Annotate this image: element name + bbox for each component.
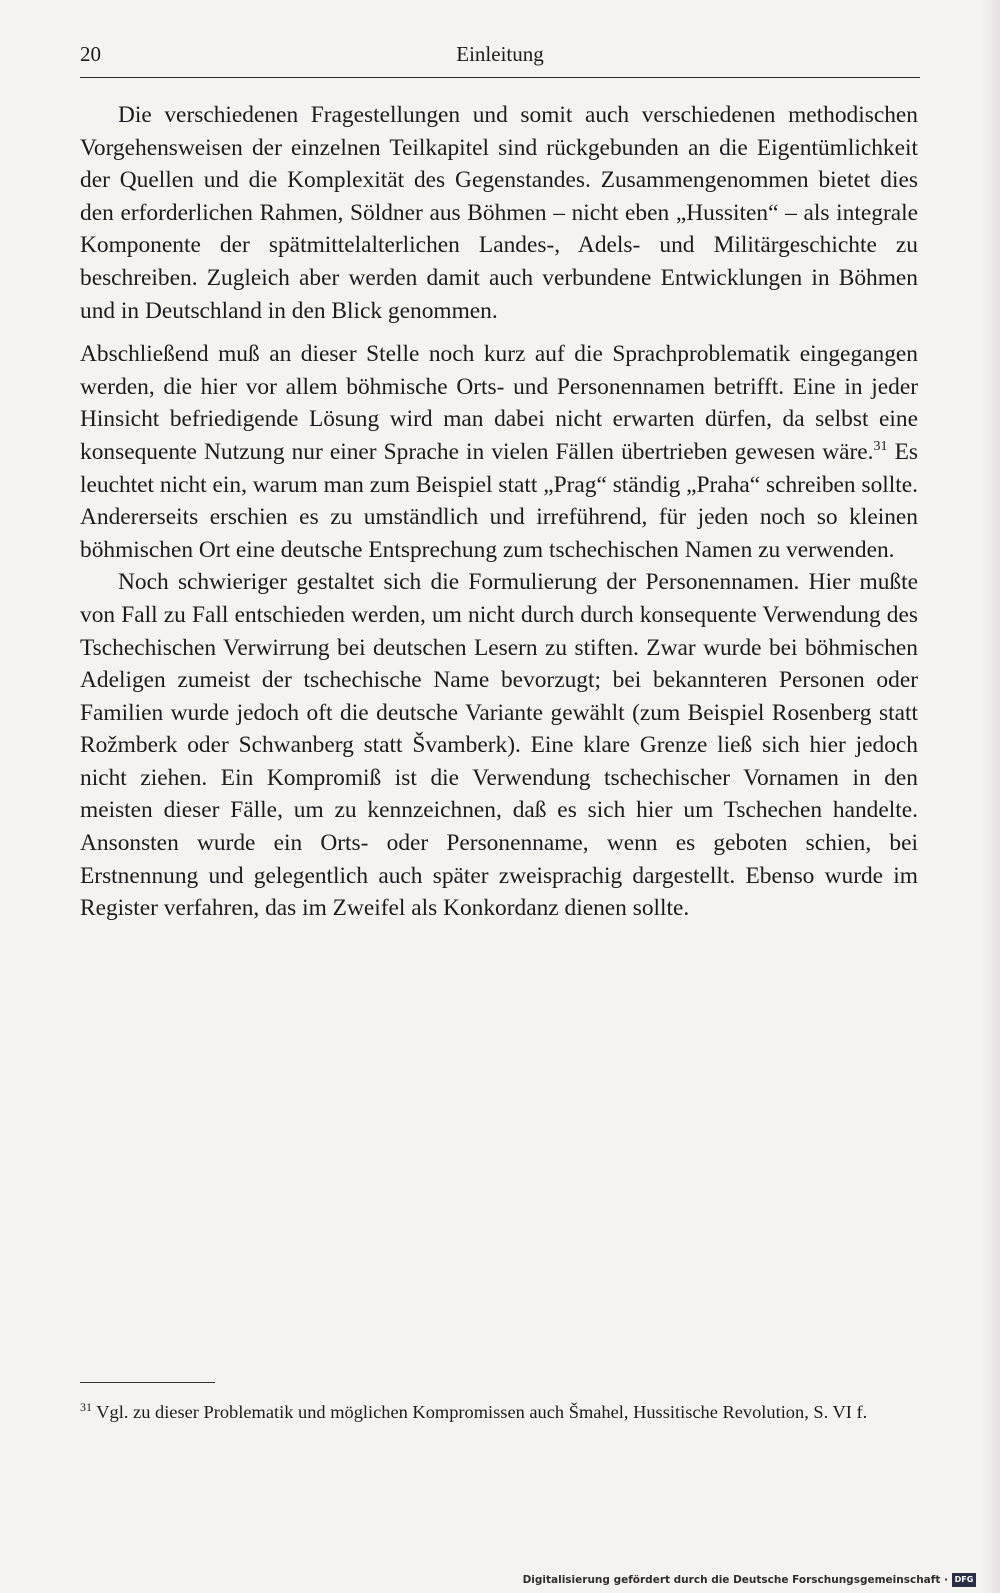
main-text — [80, 99, 918, 925]
footnote — [80, 1398, 918, 1426]
footnote-reference[interactable]: 31 — [873, 439, 888, 455]
digitization-credit: Digitalisierung gefördert durch die Deutsche Forschungsgemeinschaft · — [522, 1574, 948, 1586]
paragraph-3: Noch schwieriger gestaltet sich die Formulierung der Personennamen. Hier mußte von Fall zu Fall entschieden werden, um nicht durch durch konsequente Verwendung des Tschechischen Verwirrung bei deutschen Lesern zu stiften. Zwar wurde bei böhmischen Adeligen zumeist der tschechische Name bevorzugt; bei bekannteren Personen oder Familien wurde jedoch oft die deutsche Variante gewählt (zum Beispiel Rosenberg statt Rožmberk oder Schwanberg statt Švamberk). Eine klare Grenze ließ sich hier jedoch nicht ziehen. Ein Kompromiß ist die Verwendung tschechischer Vornamen in den meisten dieser Fälle, um zu kennzeichnen, daß es sich hier um Tschechen handelte. Ansonsten wurde ein Orts- oder Personenname, wenn es geboten schien, bei Erstnennung und gelegentlich auch später zweisprachig dargestellt. Ebenso wurde im Register verfahren, das im Zweifel als Konkordanz dienen sollte. — [80, 569, 918, 922]
running-head — [80, 40, 920, 72]
footnote-rule — [80, 1382, 215, 1383]
paragraph-2-text-b: Es leuchtet nicht ein, warum man zum Beispiel statt „Prag“ ständig „Praha“ schreiben sollte. Andererseits erschien es zu umständlich und irreführend, für jeden noch so kleinen böhmischen Ort eine deutsche Entsprechung zum tschechischen Namen zu verwenden. — [80, 438, 918, 563]
header-rule — [80, 77, 920, 78]
running-title: Einleitung — [456, 42, 544, 66]
page-number: 20 — [80, 42, 101, 66]
page-edge-shadow — [982, 0, 1000, 1593]
paragraph-2 — [80, 338, 918, 566]
paragraph-2-text-a: Abschließend muß an dieser Stelle noch kurz auf die Sprachproblematik eingegangen werden, die hier vor allem böhmische Orts- und Personennamen betrifft. Eine in jeder Hinsicht befriedigende Lösung wird man dabei nicht erwarten dürfen, da selbst eine konsequente Nutzung nur einer Sprache in vielen Fällen übertrieben gewesen wäre. — [80, 341, 918, 465]
dfg-logo: DFG — [952, 1573, 976, 1587]
footnote-text: Vgl. zu dieser Problematik und möglichen Kompromissen auch Šmahel, Hussitische Revolution, S. VI f. — [92, 1402, 868, 1422]
paragraph-1: Die verschiedenen Fragestellungen und somit auch verschiedenen methodischen Vorgehensweisen der einzelnen Teilkapitel sind rückgebunden an die Eigentümlichkeit der Quellen und die Komplexität des Gegenstandes. Zusammengenommen bietet dies den erforderlichen Rahmen, Söldner aus Böhmen – nicht eben „Hussiten“ – als integrale Komponente der spätmittelalterlichen Landes-, Adels- und Militärgeschichte zu beschreiben. Zugleich aber werden damit auch verbundene Entwicklungen in Böhmen und in Deutschland in den Blick genommen. — [80, 102, 918, 324]
footnote-number: 31 — [80, 1399, 92, 1414]
